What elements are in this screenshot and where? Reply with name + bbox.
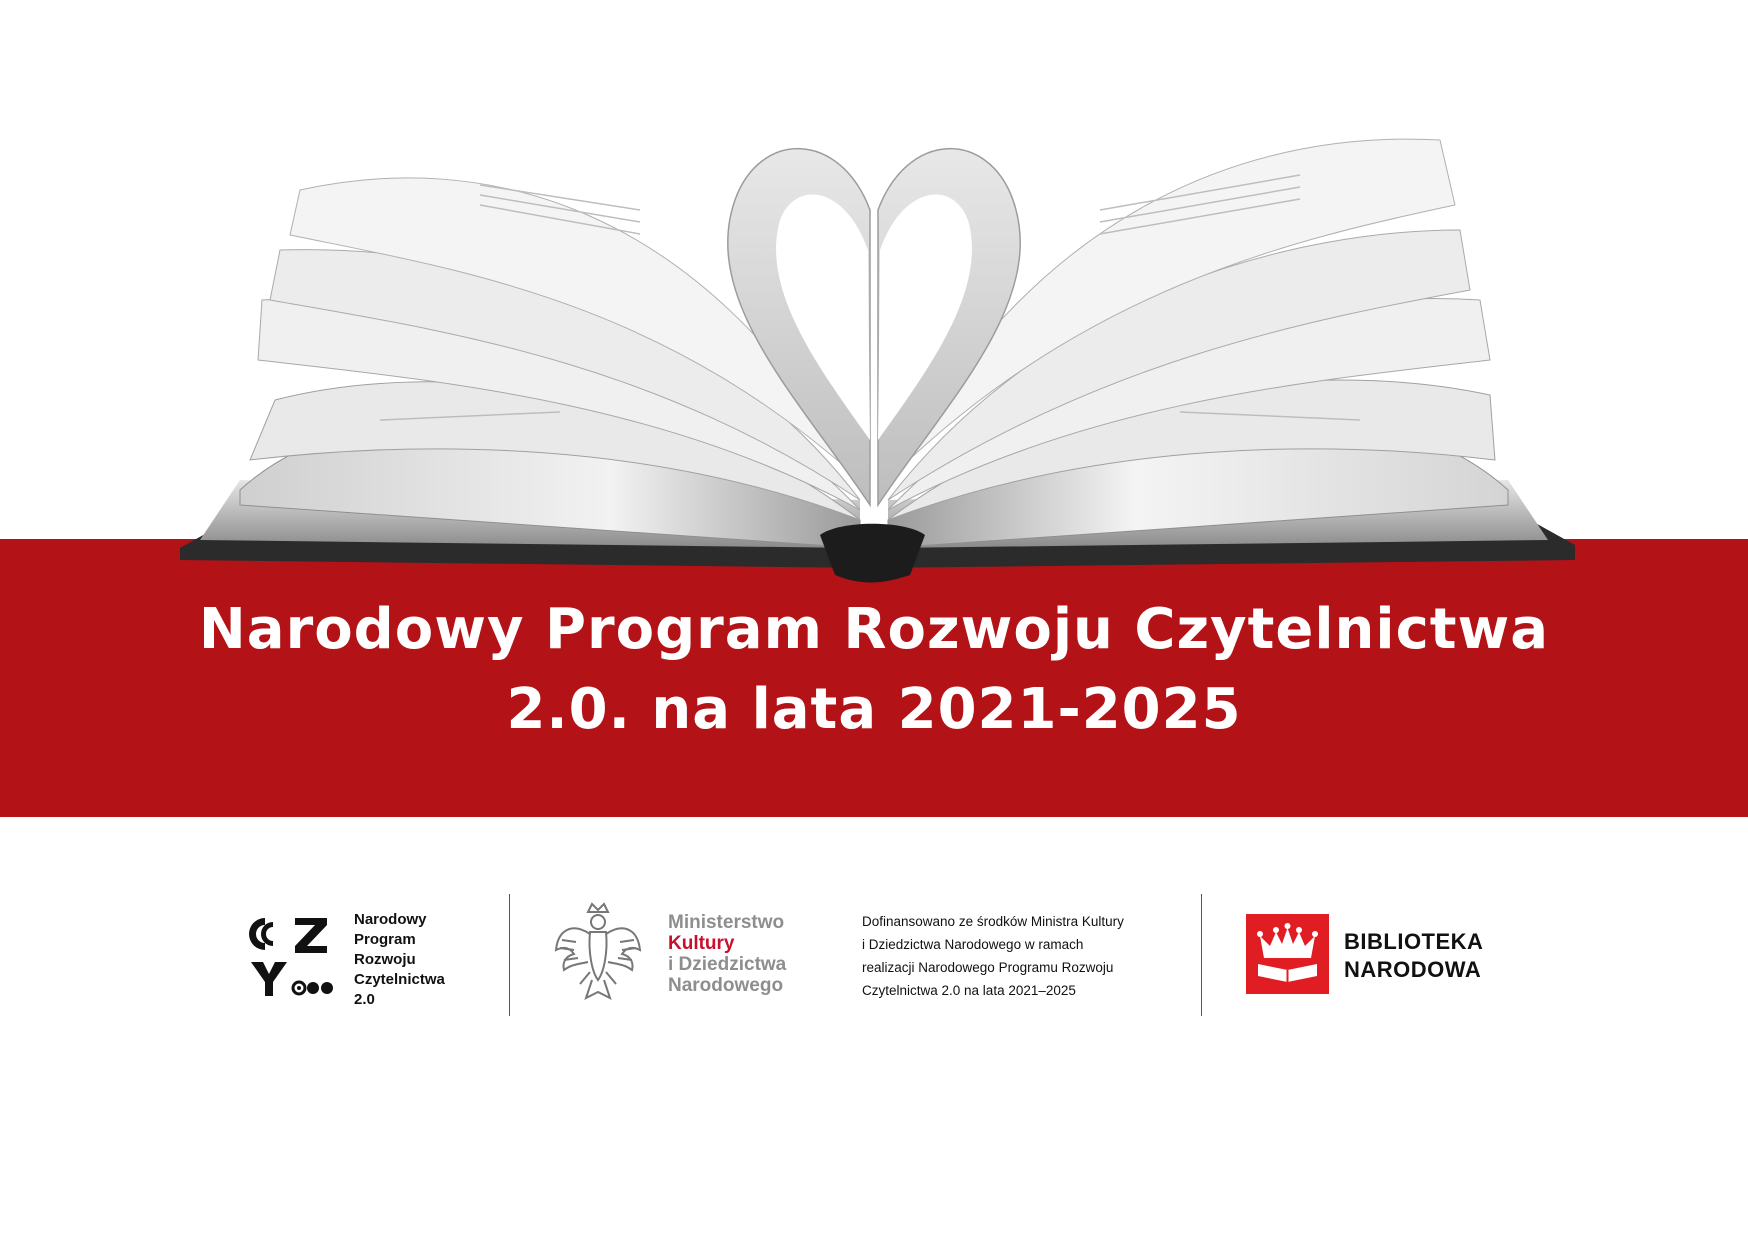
crown-book-logo-icon: [1246, 914, 1329, 994]
nprc-text-line: 2.0: [354, 991, 375, 1008]
polish-eagle-emblem-icon: [552, 902, 644, 1006]
funding-note: [862, 910, 1192, 1002]
program-title-line-2: 2.0. na lata 2021-2025: [506, 677, 1242, 742]
funding-note-line: Czytelnictwa 2.0 na lata 2021–2025: [862, 983, 1076, 998]
library-logo-text: [1344, 928, 1483, 984]
funding-note-line: Dofinansowano ze środków Ministra Kultury: [862, 914, 1124, 929]
program-title-line-1: Narodowy Program Rozwoju Czytelnictwa: [198, 597, 1550, 662]
open-book-heart-illustration: [0, 0, 1748, 600]
nprc-text-line: Czytelnictwa: [354, 971, 445, 988]
nprc-text-line: Program: [354, 931, 416, 948]
ministry-line: Kultury: [668, 933, 735, 954]
ministry-line: Ministerstwo: [668, 912, 785, 933]
funding-note-line: realizacji Narodowego Programu Rozwoju: [862, 960, 1114, 975]
library-name-line-1: BIBLIOTEKA: [1344, 929, 1484, 954]
nprc-text-line: Narodowy: [354, 911, 427, 928]
nprc-logo-text: [354, 910, 484, 1010]
partner-logos-footer: [0, 880, 1748, 1040]
nprc-text-line: Rozwoju: [354, 951, 416, 968]
funding-note-line: i Dziedzictwa Narodowego w ramach: [862, 937, 1084, 952]
footer-divider: [1201, 894, 1202, 1016]
program-title: [0, 590, 1748, 750]
ministry-line: i Dziedzictwa: [668, 954, 787, 975]
nprc-logo-icon: [245, 910, 335, 1000]
footer-divider: [509, 894, 510, 1016]
library-name-line-2: NARODOWA: [1344, 957, 1482, 982]
ministry-line: Narodowego: [668, 975, 784, 996]
ministry-logo-text: [668, 912, 786, 996]
